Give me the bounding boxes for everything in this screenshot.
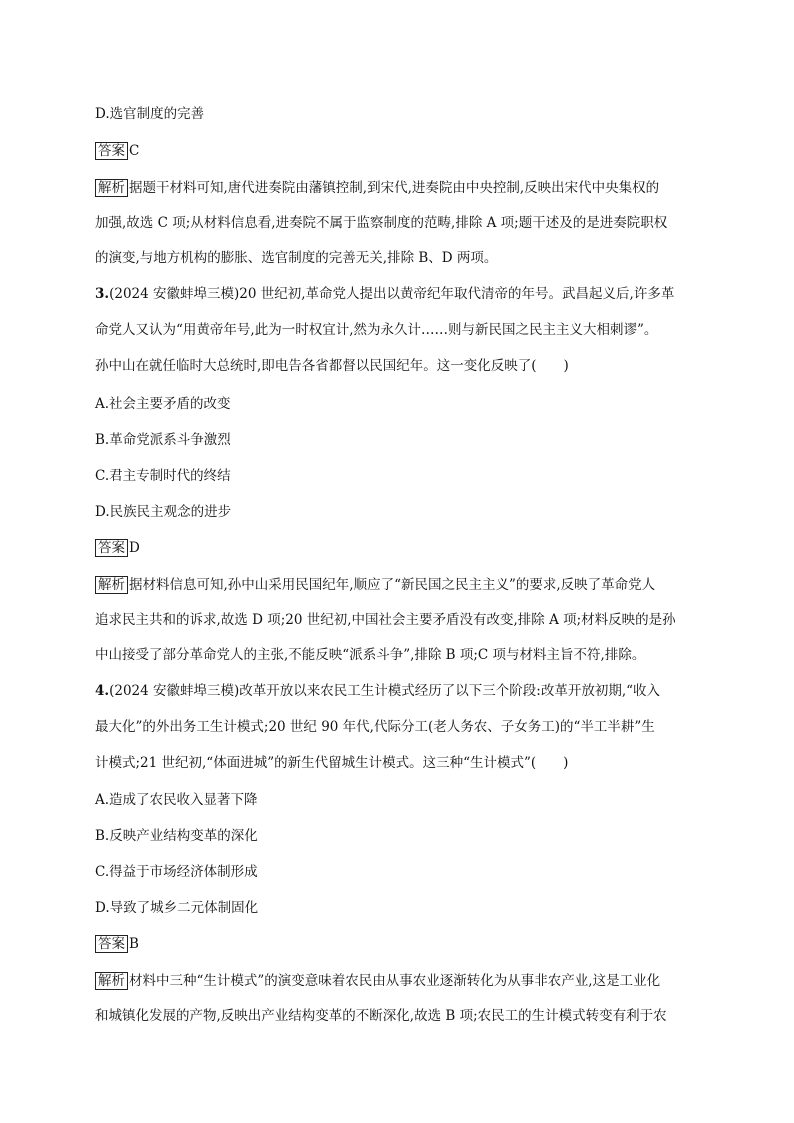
q4-option-a: A.造成了农民收入显著下降	[95, 792, 258, 808]
q3-analysis-line-1	[95, 575, 705, 595]
q3-option-c: C.君主专制时代的终结	[95, 468, 231, 484]
question-number: 4.	[95, 683, 110, 699]
q4-option-c: C.得益于市场经济体制形成	[95, 864, 258, 880]
q3-option-b: B.革命党派系斗争激烈	[95, 432, 231, 448]
q4-stem-line-3: 计模式;21 世纪初,“体面进城”的新生代留城生计模式。这三种“生计模式”( )	[95, 755, 569, 771]
stem-text: (2024 安徽蚌埠三模)改革开放以来农民工生计模式经历了以下三个阶段:改革开放初期,“收入	[109, 683, 661, 699]
q2-analysis-line-2: 加强,故选 C 项;从材料信息看,进奏院不属于监察制度的范畴,排除 A 项;题干述及的是进奏院职权	[95, 215, 668, 231]
q4-stem-line-1	[95, 681, 705, 701]
analysis-label: 解析	[95, 972, 128, 990]
q4-option-b: B.反映产业结构变革的深化	[95, 828, 258, 844]
answer-label: 答案	[95, 935, 128, 953]
analysis-label: 解析	[95, 179, 128, 197]
q2-answer	[95, 141, 705, 161]
q3-analysis-line-3: 中山接受了部分革命党人的主张,不能反映“派系斗争”,排除 B 项;C 项与材料主旨不符,排除。	[95, 647, 646, 663]
q2-option-d: D.选官制度的完善	[95, 106, 205, 122]
q4-analysis-line-2: 和城镇化发展的产物,反映出产业结构变革的不断深化,故选 B 项;农民工的生计模式转变有利于农	[95, 1008, 667, 1024]
q2-analysis-line-3: 的演变,与地方机构的膨胀、选官制度的完善无关,排除 B、D 两项。	[95, 250, 498, 266]
q3-answer	[95, 538, 705, 558]
q3-stem-line-1	[95, 284, 705, 304]
answer-label: 答案	[95, 142, 128, 160]
q4-answer	[95, 934, 705, 954]
question-number: 3.	[95, 286, 110, 302]
answer-label: 答案	[95, 539, 128, 557]
answer-value: D	[129, 540, 140, 556]
answer-value: B	[129, 936, 139, 952]
q4-option-d: D.导致了城乡二元体制固化	[95, 900, 259, 916]
q3-option-a: A.社会主要矛盾的改变	[95, 396, 231, 412]
stem-text: (2024 安徽蚌埠三模)20 世纪初,革命党人提出以黄帝纪年取代清帝的年号。武昌起义后,许多革	[109, 286, 675, 302]
q3-analysis-line-2: 追求民主共和的诉求,故选 D 项;20 世纪初,中国社会主要矛盾没有改变,排除 A 项;材料反映的是孙	[95, 612, 676, 628]
answer-value: C	[129, 143, 140, 159]
analysis-text: 材料中三种“生计模式”的演变意味着农民由从事农业逐渐转化为从事非农产业,这是工业化	[129, 973, 661, 989]
analysis-label: 解析	[95, 576, 128, 594]
q3-stem-line-2: 命党人又认为“用黄帝年号,此为一时权宜计,然为永久计……则与新民国之民主主义大相刺谬”。	[95, 322, 658, 338]
q3-option-d: D.民族民主观念的进步	[95, 504, 232, 520]
analysis-text: 据材料信息可知,孙中山采用民国纪年,顺应了“新民国之民主主义”的要求,反映了革命党人	[129, 577, 656, 593]
q4-stem-line-2: 最大化”的外出务工生计模式;20 世纪 90 年代,代际分工(老人务农、子女务工)的“半工半耕”生	[95, 719, 655, 735]
q3-stem-line-3: 孙中山在就任临时大总统时,即电告各省都督以民国纪年。这一变化反映了( )	[95, 358, 569, 374]
analysis-text: 据题干材料可知,唐代进奏院由藩镇控制,到宋代,进奏院由中央控制,反映出宋代中央集权的	[129, 180, 660, 196]
q2-analysis-line-1	[95, 178, 705, 198]
q4-analysis-line-1	[95, 971, 705, 991]
